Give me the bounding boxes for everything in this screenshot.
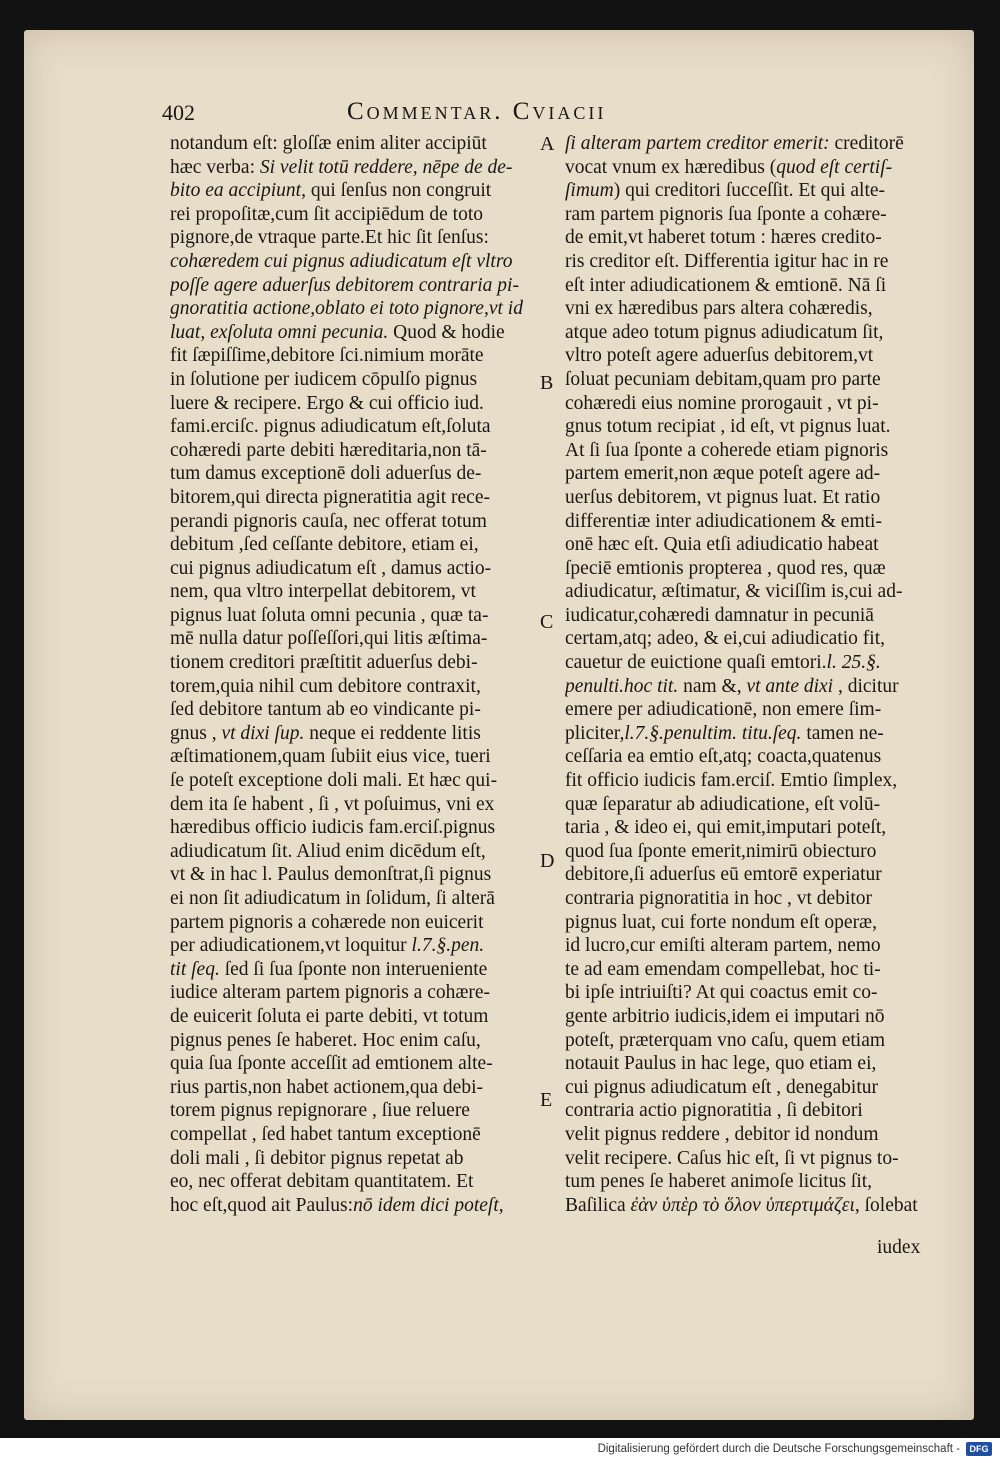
text-segment: ram partem pignoris ſua ſponte a cohære-	[565, 203, 887, 225]
text-segment: torem,quia nihil cum debitore contraxit,	[170, 675, 481, 697]
margin-marker-c: C	[540, 611, 554, 633]
italic-text-segment: l. 25.§.	[826, 652, 881, 674]
text-segment: doli mali , ſi debitor pignus repetat ab	[170, 1147, 464, 1169]
text-segment: hæc verba:	[170, 156, 260, 178]
text-segment: partem emerit,non æque poteſt agere ad-	[565, 463, 881, 485]
text-segment: vt & in hac l. Paulus demonſtrat,ſi pignus	[170, 864, 492, 886]
text-segment: Baſilica	[565, 1194, 631, 1216]
text-segment: te ad eam emendam compellebat, hoc ti-	[565, 958, 881, 980]
margin-marker-a: A	[540, 133, 555, 155]
text-line	[170, 226, 540, 250]
text-segment: velit recipere. Caſus hic eſt, ſi vt pignus to-	[565, 1147, 899, 1169]
text-line	[565, 1076, 937, 1100]
text-segment: iudice alteram partem pignoris a cohære-	[170, 982, 490, 1004]
text-line	[170, 580, 540, 604]
text-line	[170, 675, 540, 699]
text-line	[565, 533, 937, 557]
text-segment: de euicerit ſoluta ei parte debiti, vt totum	[170, 1005, 489, 1027]
text-line	[565, 1099, 937, 1123]
text-line	[170, 392, 540, 416]
text-line	[170, 533, 540, 557]
text-segment: Quod & hodie	[388, 321, 505, 343]
text-line	[170, 321, 540, 345]
text-segment: rei propoſitæ,cum ſit accipiēdum de toto	[170, 203, 484, 225]
text-line	[170, 179, 540, 203]
page-number: 402	[162, 100, 195, 125]
text-line	[565, 321, 937, 345]
text-segment: cohæredi parte debiti hæreditaria,non tā-	[170, 439, 487, 461]
text-line	[170, 368, 540, 392]
text-segment: ris creditor eſt. Differentia igitur hac in re	[565, 250, 889, 272]
italic-text-segment: gnoratitia actione,oblato ei toto pignore,vt id	[170, 298, 523, 320]
text-segment: tum damus exceptionē doli aduerſus de-	[170, 463, 482, 485]
text-segment: pliciter,	[565, 722, 625, 744]
text-line	[170, 722, 540, 746]
text-line	[565, 344, 937, 368]
text-segment: torem pignus repignorare , ſiue reluere	[170, 1100, 470, 1122]
italic-text-segment: poſſe agere aduerſus debitorem contraria pi-	[170, 274, 519, 296]
page-header	[162, 96, 952, 132]
text-segment: id lucro,cur emiſti alteram partem, nemo	[565, 935, 881, 957]
text-line	[565, 1005, 937, 1029]
text-line	[170, 698, 540, 722]
italic-text-segment: penulti.hoc tit.	[565, 675, 679, 697]
text-segment: ei non ſit adiudicatum in ſolidum, ſi alterā	[170, 888, 495, 909]
text-segment: certam,atq; adeo, & ei,cui adiudicatio fit,	[565, 628, 885, 650]
italic-text-segment: Si velit totū reddere, nēpe de de-	[259, 156, 513, 178]
text-line	[170, 462, 540, 486]
text-segment: partem pignoris a cohærede non euicerit	[170, 911, 484, 933]
text-segment: adiudicatur, æſtimatur, & viciſſim is,cui ad-	[565, 581, 903, 603]
margin-marker-d: D	[540, 850, 555, 872]
text-line	[565, 675, 937, 699]
text-segment: , dicitur	[833, 675, 899, 697]
margin-marker-b: B	[540, 372, 554, 394]
text-line	[170, 1029, 540, 1053]
text-line	[565, 156, 937, 180]
text-segment: gente arbitrio iudicis,idem ei imputari nō	[565, 1005, 885, 1027]
text-segment: cui pignus adiudicatum eſt , damus actio-	[170, 557, 492, 579]
running-title: Commentar. Cviacii	[347, 98, 607, 125]
text-segment: iudicatur,cohæredi damnatur in pecuniā	[565, 604, 874, 626]
text-segment: debitore,ſi aduerſus eū emtorē experiatur	[565, 864, 882, 886]
italic-text-segment: tit ſeq.	[170, 958, 220, 980]
text-line	[170, 415, 540, 439]
italic-text-segment: vt ante dixi	[746, 675, 834, 697]
text-line	[565, 226, 937, 250]
italic-text-segment: cohæredem cui pignus adiudicatum eſt vltro	[170, 250, 513, 272]
text-line	[565, 698, 937, 722]
text-segment: fit ſæpiſſime,debitore ſci.nimium morāte	[170, 345, 484, 367]
italic-text-segment: bito ea accipiunt	[170, 180, 302, 202]
text-line	[565, 958, 937, 982]
text-segment: bitorem,qui directa pigneratitia agit rece-	[170, 486, 490, 508]
text-segment: gnus ,	[170, 722, 222, 744]
text-line	[565, 179, 937, 203]
text-segment: ſe poteſt exceptione doli mali. Et hæc qui-	[170, 770, 498, 792]
text-line	[170, 1099, 540, 1123]
text-segment: differentiæ inter adiudicationem & emti-	[565, 510, 882, 532]
text-line	[170, 1052, 540, 1076]
left-text-column	[170, 132, 540, 1217]
text-segment: fit officio iudicis fam.erciſ. Emtio ſimplex,	[565, 770, 898, 792]
text-line	[170, 250, 540, 274]
text-segment: pignus luat, cui forte nondum eſt operæ,	[565, 911, 877, 933]
text-line	[170, 1170, 540, 1194]
text-line	[170, 604, 540, 628]
catchword: iudex	[877, 1237, 921, 1258]
text-line	[170, 769, 540, 793]
text-line	[565, 132, 937, 156]
text-segment: cui pignus adiudicatum eſt , denegabitur	[565, 1076, 878, 1098]
italic-text-segment: quod eſt certiſ-	[776, 156, 893, 178]
text-line	[170, 863, 540, 887]
text-line	[565, 745, 937, 769]
text-segment: vni ex hæredibus pars altera cohæredis,	[565, 298, 873, 320]
text-segment: nem, qua vltro interpellat debitorem, vt	[170, 581, 476, 603]
text-segment: ceſſaria ea emtio eſt,atq; coacta,quatenus	[565, 746, 882, 768]
text-line	[170, 1194, 540, 1218]
text-segment: cohæredi eius nomine prorogauit , vt pi-	[565, 392, 879, 414]
text-segment: hoc eſt,quod ait Paulus:	[170, 1194, 354, 1216]
dfg-logo: DFG	[966, 1442, 992, 1456]
text-segment: compellat , ſed habet tantum exceptionē	[170, 1123, 481, 1145]
text-segment: cauetur de euictione quaſi emtori.	[565, 652, 827, 674]
text-line	[565, 934, 937, 958]
italic-text-segment: luat, exſoluta omni pecunia.	[170, 321, 389, 343]
italic-text-segment: l.7.§.penultim. titu.ſeq.	[624, 722, 802, 744]
text-line	[170, 297, 540, 321]
text-segment: , ſolebat	[854, 1194, 918, 1216]
text-line	[565, 462, 937, 486]
text-line	[170, 203, 540, 227]
text-line	[565, 981, 937, 1005]
text-line	[565, 1029, 937, 1053]
text-line	[170, 651, 540, 675]
text-segment: fami.erciſc. pignus adiudicatum eſt,ſoluta	[170, 416, 491, 438]
text-line	[170, 439, 540, 463]
text-line	[565, 580, 937, 604]
text-segment: quod ſua ſponte emerit,nimirū obiecturo	[565, 840, 877, 862]
text-segment: At ſi ſua ſponte a coherede etiam pignoris	[565, 439, 889, 461]
text-line	[565, 604, 937, 628]
text-line	[170, 793, 540, 817]
text-segment: eo, nec offerat debitam quantitatem. Et	[170, 1171, 474, 1193]
text-segment: tamen ne-	[801, 722, 884, 744]
text-segment: debitum ,ſed ceſſante debitore, etiam ei,	[170, 534, 479, 556]
text-segment: contraria pignoratitia in hoc , vt debitor	[565, 888, 873, 909]
text-segment: onē hæc eſt. Quia etſi adiudicatio habeat	[565, 534, 879, 556]
text-line	[170, 816, 540, 840]
text-line	[565, 1147, 937, 1171]
text-line	[565, 1052, 937, 1076]
text-line	[565, 557, 937, 581]
text-segment: notandum eſt: gloſſæ enim aliter accipiūt	[170, 133, 487, 154]
text-segment: contraria actio pignoratitia , ſi debitori	[565, 1100, 863, 1122]
footer-bar	[0, 1438, 1000, 1463]
text-line	[565, 250, 937, 274]
text-line	[565, 274, 937, 298]
text-line	[565, 297, 937, 321]
text-segment: æſtimationem,quam ſubiit eius vice, tueri	[170, 746, 491, 768]
text-segment: emere per adiudicationē, non emere ſim-	[565, 699, 882, 721]
italic-text-segment: ſi alteram partem creditor emerit:	[565, 133, 830, 154]
text-line	[565, 203, 937, 227]
text-segment: perandi pignoris cauſa, nec offerat totum	[170, 510, 487, 532]
right-text-column	[565, 132, 937, 1217]
text-line	[170, 981, 540, 1005]
text-segment: eſt inter adiudicationem & emtionē. Nā ſi	[565, 274, 887, 296]
text-segment: per adiudicationem,vt loquitur	[170, 935, 412, 957]
text-line	[565, 486, 937, 510]
text-segment: vltro poteſt agere aduerſus debitorem,vt	[565, 345, 874, 367]
italic-text-segment: ſimum	[565, 180, 614, 202]
text-segment: de emit,vt haberet totum : hæres credito-	[565, 227, 882, 249]
text-segment: ſpeciē emtionis propterea , quod res, quæ	[565, 557, 886, 579]
text-line	[565, 510, 937, 534]
italic-text-segment: vt dixi ſup.	[221, 722, 305, 744]
text-segment: ſed ſi ſua ſponte non interueniente	[219, 958, 488, 980]
text-line	[565, 816, 937, 840]
text-line	[170, 911, 540, 935]
text-line	[170, 745, 540, 769]
text-line	[170, 486, 540, 510]
text-line	[170, 887, 540, 911]
text-line	[170, 132, 540, 156]
text-line	[170, 1076, 540, 1100]
text-line	[170, 934, 540, 958]
text-segment: atque adeo totum pignus adiudicatum ſit,	[565, 321, 884, 343]
text-line	[565, 1170, 937, 1194]
text-segment: notauit Paulus in hac lege, quo etiam ei,	[565, 1053, 877, 1075]
text-segment: quia ſua ſponte acceſſit ad emtionem alte-	[170, 1053, 493, 1075]
text-line	[565, 1123, 937, 1147]
text-line	[565, 722, 937, 746]
text-line	[565, 887, 937, 911]
margin-marker-e: E	[540, 1089, 553, 1111]
text-line	[565, 793, 937, 817]
text-line	[170, 344, 540, 368]
italic-text-segment: l.7.§.pen.	[411, 935, 485, 957]
text-line	[565, 911, 937, 935]
text-segment: poteſt, præterquam vno caſu, quem etiam	[565, 1029, 886, 1051]
text-segment: dem ita ſe habent , ſi , vt poſuimus, vni ex	[170, 793, 495, 815]
text-line	[170, 1147, 540, 1171]
text-line	[170, 627, 540, 651]
text-line	[170, 1123, 540, 1147]
text-line	[565, 439, 937, 463]
text-segment: pignore,de vtraque parte.Et hic ſit ſenſus:	[170, 227, 489, 249]
text-segment: taria , & ideo ei, qui emit,imputari poteſt,	[565, 817, 887, 839]
italic-text-segment: ἐὰν ὑπὲρ τὸ ὅλον ὑπερτιμάζει	[630, 1194, 855, 1216]
text-segment: nam &,	[678, 675, 747, 697]
text-segment: vocat vnum ex hæredibus (	[565, 156, 777, 178]
text-line	[565, 415, 937, 439]
text-segment: tum penes ſe haberet animoſe licitus ſit,	[565, 1171, 873, 1193]
text-segment: ſed debitore tantum ab eo vindicante pi-	[170, 699, 481, 721]
text-line	[170, 840, 540, 864]
text-segment: mē nulla datur poſſeſſori,qui litis æſtima-	[170, 628, 488, 650]
text-line	[170, 510, 540, 534]
text-line	[170, 557, 540, 581]
text-segment: velit pignus reddere , debitor id nondum	[565, 1123, 879, 1145]
text-segment: gnus totum recipiat , id eſt, vt pignus luat.	[565, 416, 891, 438]
text-segment: quæ ſeparatur ab adiudicatione, eſt volū-	[565, 793, 881, 815]
text-line	[565, 651, 937, 675]
text-segment: pignus penes ſe haberet. Hoc enim caſu,	[170, 1029, 481, 1051]
text-line	[565, 627, 937, 651]
text-segment: luere & recipere. Ergo & cui officio iud.	[170, 392, 484, 414]
text-line	[170, 1005, 540, 1029]
text-segment: creditorē	[829, 133, 904, 154]
text-segment: tionem creditori præſtitit aduerſus debi-	[170, 652, 478, 674]
text-segment: ſoluat pecuniam debitam,quam pro parte	[565, 368, 881, 390]
text-segment: uerſus debitorem, vt pignus luat. Et ratio	[565, 486, 881, 508]
text-line	[565, 840, 937, 864]
text-segment: neque ei reddente litis	[304, 722, 481, 744]
funding-credit: Digitalisierung gefördert durch die Deutsche Forschungsgemeinschaft -	[597, 1443, 960, 1455]
text-segment: pignus luat ſoluta omni pecunia , quæ ta-	[170, 604, 489, 626]
text-segment: ) qui creditori ſucceſſit. Et qui alte-	[613, 180, 886, 202]
text-line	[170, 156, 540, 180]
text-segment: hæredibus officio iudicis fam.erciſ.pignus	[170, 817, 496, 839]
text-segment: bi ipſe intriuiſti? At qui coactus emit co-	[565, 982, 878, 1004]
text-line	[565, 1194, 937, 1218]
text-line	[565, 368, 937, 392]
italic-text-segment: nō idem dici poteſt,	[353, 1194, 504, 1216]
text-segment: adiudicatum ſit. Aliud enim dicēdum eſt,	[170, 840, 486, 862]
text-line	[565, 392, 937, 416]
text-line	[565, 863, 937, 887]
text-segment: in ſolutione per iudicem cōpulſo pignus	[170, 368, 478, 390]
text-segment: , qui ſenſus non congruit	[301, 180, 492, 202]
text-segment: rius partis,non habet actionem,qua debi-	[170, 1076, 483, 1098]
text-line	[565, 769, 937, 793]
text-line	[170, 958, 540, 982]
text-line	[170, 274, 540, 298]
